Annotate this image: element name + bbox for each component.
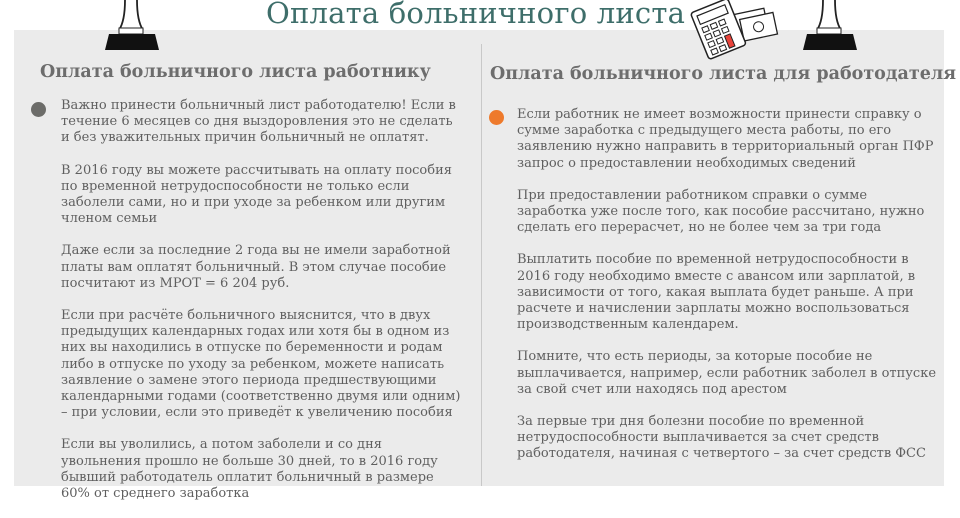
right-paragraph: Выплатить пособие по временной нетрудоспособности в 2016 году необходимо вместе с авансом или зарплатой, в зависимости от того, какая выплата будет раньше. А при расчете и начислении зарплаты можно воспользоваться производственным календарем. (517, 252, 916, 333)
left-paragraph: Если при расчёте больничного выяснится, что в двух предыдущих календарных годах или хотя бы в одном из них вы находились в отпуске по беременности и родам либо в отпуске по уходу за ребенком, можете написать заявление о замене этого периода предшествующими календарными годами (соответственно двумя или одним) – при условии, если это приведёт к увеличению пособия (61, 308, 461, 421)
bullet-dot-icon (489, 110, 504, 125)
calculator-with-money-icon (688, 0, 784, 56)
right-paragraph: Помните, что есть периоды, за которые пособие не выплачивается, например, если работник заболел в отпуске за свой счет или находясь под арестом (517, 349, 937, 397)
binder-clip-icon (803, 0, 857, 52)
slide-title: Оплата больничного листа (266, 0, 686, 30)
left-paragraph: В 2016 году вы можете рассчитывать на оплату пособия по временной нетрудоспособности не только если заболели сами, но и при уходе за ребенком или другим членом семьи (61, 162, 452, 227)
left-paragraph: Важно принести больничный лист работодателю! Если в течение 6 месяцев со дня выздоровления это не сделать и без уважительных причин больничный не оплатят. (61, 98, 456, 146)
left-paragraph: Если вы уволились, а потом заболели и со дня увольнения прошло не больше 30 дней, то в 2016 году бывший работодатель оплатит больничный в размере 60% от среднего заработка (61, 437, 438, 502)
right-paragraph: Если работник не имеет возможности принести справку о сумме заработка с предыдущего места работы, по его заявлению нужно направить в территориальный орган ПФР запрос о предоставлении необходимых сведений (517, 107, 934, 171)
right-paragraph: За первые три дня болезни пособие по временной нетрудоспособности выплачивается за счет средств работодателя, начиная с четвертого – за счет средств ФСС (517, 414, 926, 462)
binder-clip-icon (105, 0, 159, 52)
right-paragraph: При предоставлении работником справки о сумме заработка уже после того, как пособие рассчитано, нужно сделать его перерасчет, но не более чем за три года (517, 187, 925, 236)
left-paragraph: Даже если за последние 2 года вы не имели заработной платы вам оплатят больничный. В этом случае пособие посчитают из МРОТ = 6 204 руб. (61, 243, 451, 291)
left-text-block (61, 98, 465, 518)
right-column-heading: Оплата больничного листа для работодателя (490, 64, 957, 84)
right-text-block (517, 107, 937, 479)
bullet-dot-icon (31, 102, 46, 117)
left-column-heading: Оплата больничного листа работнику (40, 62, 431, 82)
column-divider (481, 44, 482, 486)
